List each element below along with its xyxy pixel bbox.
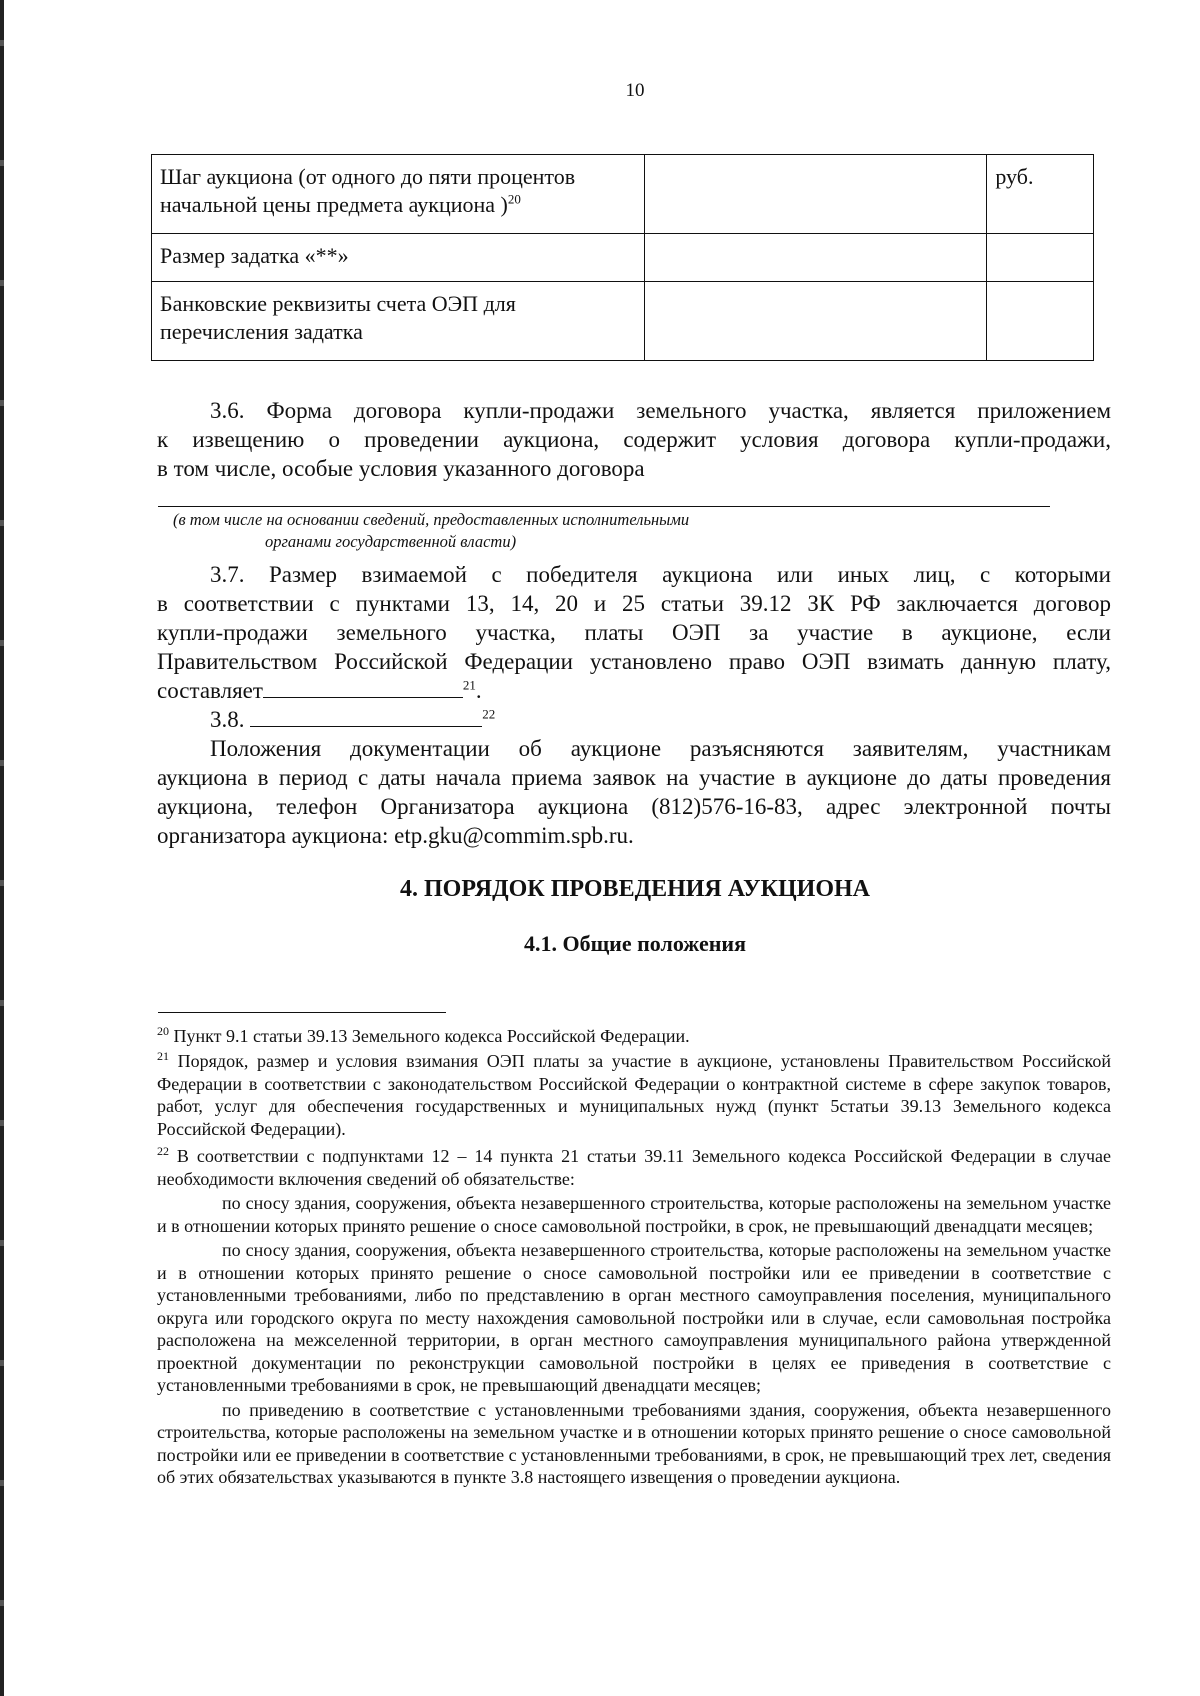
footnote-paragraph: по сносу здания, сооружения, объекта незавершенного строительства, которые расположены на земельном участке и в отношении которых принято решение о сносе самовольной постройки, в срок, не превышающий двенадцати месяцев; [157, 1193, 1111, 1236]
footnote-ref: 21 [462, 677, 476, 693]
fill-in-line [158, 506, 1050, 507]
row-label-line: перечисления задатка [160, 319, 363, 344]
amount-blank[interactable] [263, 677, 463, 698]
text-line: аукциона в период с даты начала приема заявок на участие в аукционе до даты проведения [157, 765, 1111, 790]
item-3-8-blank[interactable] [250, 706, 482, 727]
footnote-21 [157, 1050, 1111, 1140]
text-line: составляет [157, 678, 263, 703]
period: . [475, 678, 482, 703]
footnote-number: 22 [157, 1144, 169, 1158]
table-cell-unit [987, 234, 1094, 282]
table-cell-label [152, 282, 645, 361]
hint-line: (в том числе на основании сведений, предоставленных исполнительными [173, 510, 690, 529]
text-line: 3.6. Форма договора купли-продажи земельного участка, является приложением [210, 398, 1111, 423]
table-cell-unit [987, 282, 1094, 361]
paragraph-info [157, 734, 1111, 850]
footnote-text: В соответствии с подпунктами 12 – 14 пункта 21 статьи 39.11 Земельного кодекса Российской Федерации в случае необходимости включения сведений об обязательстве: [157, 1146, 1111, 1189]
footnote-ref: 22 [482, 706, 496, 722]
text-line: в том числе, особые условия указанного договора [157, 456, 645, 481]
text-line: Правительством Российской Федерации установлено право ОЭП взимать данную плату, [157, 649, 1111, 674]
page-number: 10 [625, 80, 645, 101]
footnote-text: Пункт 9.1 статьи 39.13 Земельного кодекса Российской Федерации. [169, 1026, 690, 1046]
item-number: 3.8. [210, 707, 245, 732]
row-label-line: начальной цены предмета аукциона ) [160, 192, 508, 217]
footnote-paragraph: по приведению в соответствие с установленными требованиями здания, сооружения, объекта незавершенного строительства, которые расположены на земельном участке и в отношении которых принято решение о сносе самовольной постройки или ее приведении в соответствие с установленными требованиями, в срок, не превышающий трех лет, сведения об этих обязательствах указываются в пункте 3.8 настоящего извещения о проведении аукциона. [157, 1399, 1111, 1487]
paragraph-3-7 [157, 560, 1111, 705]
table-cell-value[interactable] [644, 155, 987, 234]
paragraph-3-8 [157, 705, 1111, 734]
text-line: организатора аукциона: etp.gku@commim.spb.ru. [157, 823, 634, 848]
footnote-22 [157, 1145, 1111, 1489]
table-cell-label [152, 155, 645, 234]
table-row [152, 234, 1094, 282]
text-line: аукциона, телефон Организатора аукциона (812)576-16-83, адрес электронной почты [157, 794, 1111, 819]
table-cell-value[interactable] [644, 234, 987, 282]
fill-in-hint [173, 509, 689, 553]
footnote-ref: 20 [507, 191, 521, 207]
text-line: в соответствии с пунктами 13, 14, 20 и 25 статьи 39.12 ЗК РФ заключается договор [157, 591, 1111, 616]
subsection-heading: 4.1. Общие положения [524, 931, 746, 956]
text-line: к извещению о проведении аукциона, содержит условия договора купли-продажи, [157, 427, 1111, 452]
row-label-line: Шаг аукциона (от одного до пяти процентов [160, 164, 576, 189]
footnote-text: Порядок, размер и условия взимания ОЭП платы за участие в аукционе, установлены Правительством Российской Федерации в соответствии с законодательством Российской Федерации о контрактной системе в сфере закупок товаров, работ, услуг для обеспечения государственных и муниципальных нужд (пункт 5статьи 39.13 Земельного кодекса Российской Федерации). [157, 1051, 1111, 1139]
hint-line: органами государственной власти) [265, 532, 517, 551]
footnote-paragraph: по сносу здания, сооружения, объекта незавершенного строительства, которые расположены на земельном участке и в отношении которых принято решение о сносе самовольной постройки или ее приведении в соответствие с установленными требованиями, либо по представлению в орган местного самоуправления поселения, муниципального округа или городского округа по месту нахождения самовольной постройки или в случае, если самовольная постройка расположена на межселенной территории, в орган местного самоуправления муниципального района утвержденной проектной документации по реконструкции самовольной постройки в целях ее приведения в соответствие с установленными требованиями в срок, не превышающий двенадцати месяцев; [157, 1240, 1111, 1395]
row-label-line: Банковские реквизиты счета ОЭП для [160, 291, 516, 316]
table-cell-unit: руб. [987, 155, 1094, 234]
table-row [152, 155, 1094, 234]
auction-details-table [151, 154, 1094, 361]
text-line: купли-продажи земельного участка, платы ОЭП за участие в аукционе, если [157, 620, 1111, 645]
footnote-20 [157, 1025, 1111, 1048]
table-row [152, 282, 1094, 361]
footnote-separator [158, 1012, 446, 1013]
footnote-number: 21 [157, 1049, 169, 1063]
scan-edge [0, 0, 4, 1696]
table-cell-label: Размер задатка «**» [152, 234, 645, 282]
text-line: 3.7. Размер взимаемой с победителя аукциона или иных лиц, с которыми [210, 562, 1111, 587]
paragraph-3-6 [157, 396, 1111, 483]
footnote-number: 20 [157, 1024, 169, 1038]
text-line: Положения документации об аукционе разъясняются заявителям, участникам [210, 736, 1111, 761]
table-cell-value[interactable] [644, 282, 987, 361]
section-heading: 4. ПОРЯДОК ПРОВЕДЕНИЯ АУКЦИОНА [399, 876, 870, 902]
